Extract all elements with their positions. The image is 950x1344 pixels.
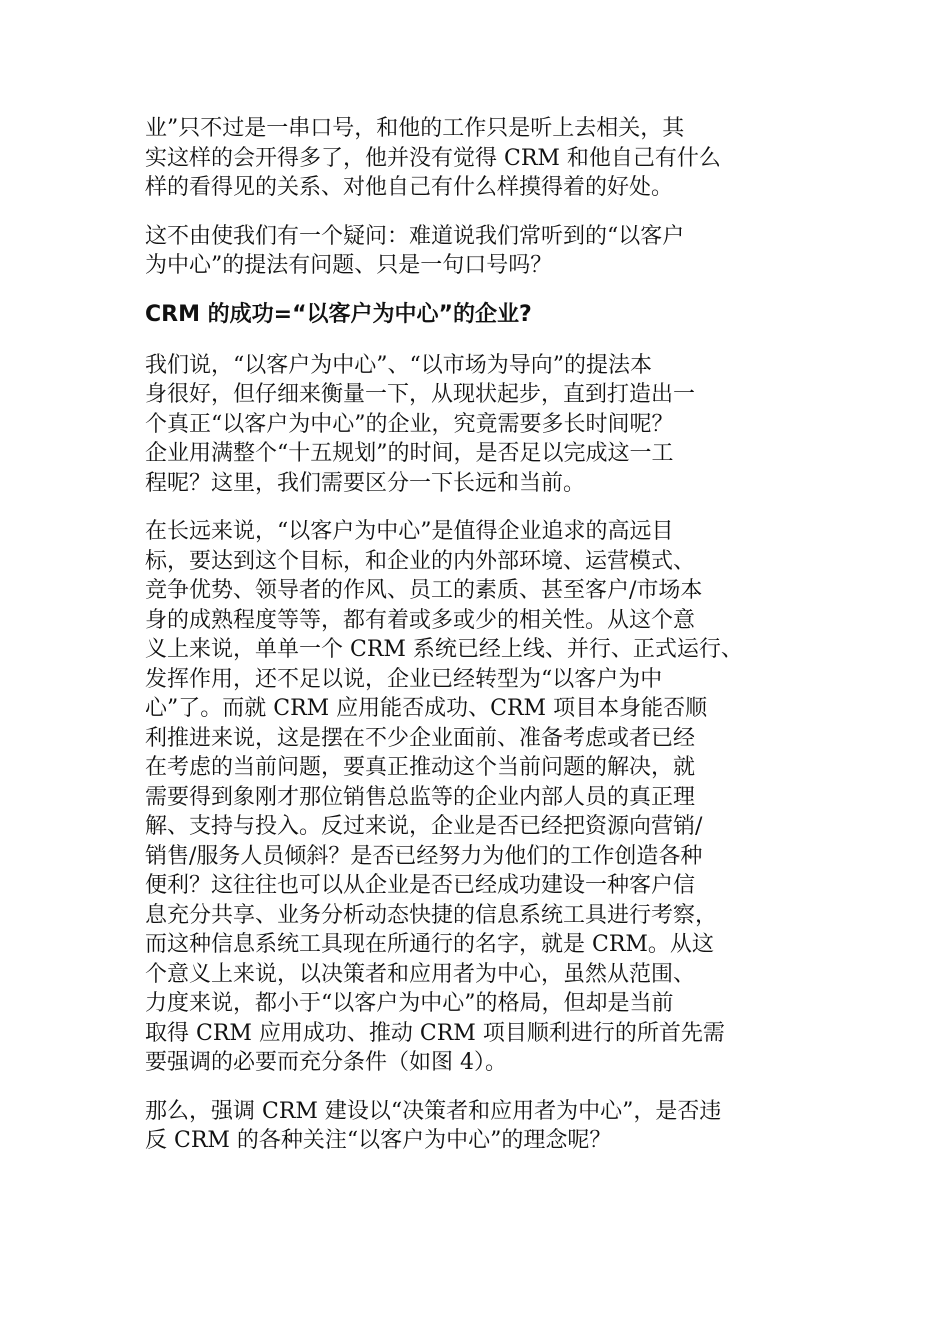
paragraph-5: 那么，强调 CRM 建设以“决策者和应用者为中心”，是否违 反 CRM 的各种关注“以客户为中心”的理念呢？ — [145, 1098, 722, 1153]
paragraph-1: 业”只不过是一串口号，和他的工作只是听上去相关，其 实这样的会开得多了，他并没有觉得 CRM 和他自己有什么 样的看得见的关系、对他自己有什么样摸得着的好处。 — [145, 116, 721, 200]
paragraph-2: 这不由使我们有一个疑问：难道说我们常听到的“以客户 为中心”的提法有问题、只是一句口号吗？ — [145, 223, 685, 278]
section-heading: CRM 的成功=“以客户为中心”的企业? — [145, 301, 532, 327]
paragraph-3: 我们说，“以客户为中心”、“以市场为导向”的提法本 身很好，但仔细来衡量一下，从现状起步，直到打造出一 个真正“以客户为中心”的企业，究竟需要多长时间呢？ 企业用满整个“十五规划”的时间，是否足以完成这一工 程呢？这里，我们需要区分一下长远和当前。 — [145, 352, 696, 496]
paragraph-4: 在长远来说，“以客户为中心”是值得企业追求的高远目 标，要达到这个目标，和企业的内外部环境、运营模式、 竞争优势、领导者的作风、员工的素质、甚至客户/市场本 身的成熟程度等等，都有着或多或少的相关性。从这个意 义上来说，单单一个 CRM 系统已经上线、并行、正式运行、 发挥作用，还不足以说，企业已经转型为“以客户为中 心”了。而就 CRM 应用能否成功、CRM 项目本身能否顺 利推进来说，这是摆在不少企业面前、准备考虑或者已经 在考虑的当前问题，要真正推动这个当前问题的解决，就 需要得到象刚才那位销售总监等的企业内部人员的真正理 解、支持与投入。反过来说，企业是否已经把资源向营销/ 销售/服务人员倾斜？是否已经努力为他们的工作创造各种 便利？这往往也可以从企业是否已经成功建设一种客户信 息充分共享、业务分析动态快捷的信息系统工具进行考察， 而这种信息系统工具现在所通行的名字，就是 CRM。从这 个意义上来说，以决策者和应用者为中心，虽然从范围、 力度来说，都小于“以客户为中心”的格局，但却是当前 取得 CRM 应用成功、推动 CRM 项目顺利进行的所首先需 要强调的必要而充分条件（如图 4）。 — [145, 519, 743, 1075]
document-body — [145, 114, 815, 1175]
